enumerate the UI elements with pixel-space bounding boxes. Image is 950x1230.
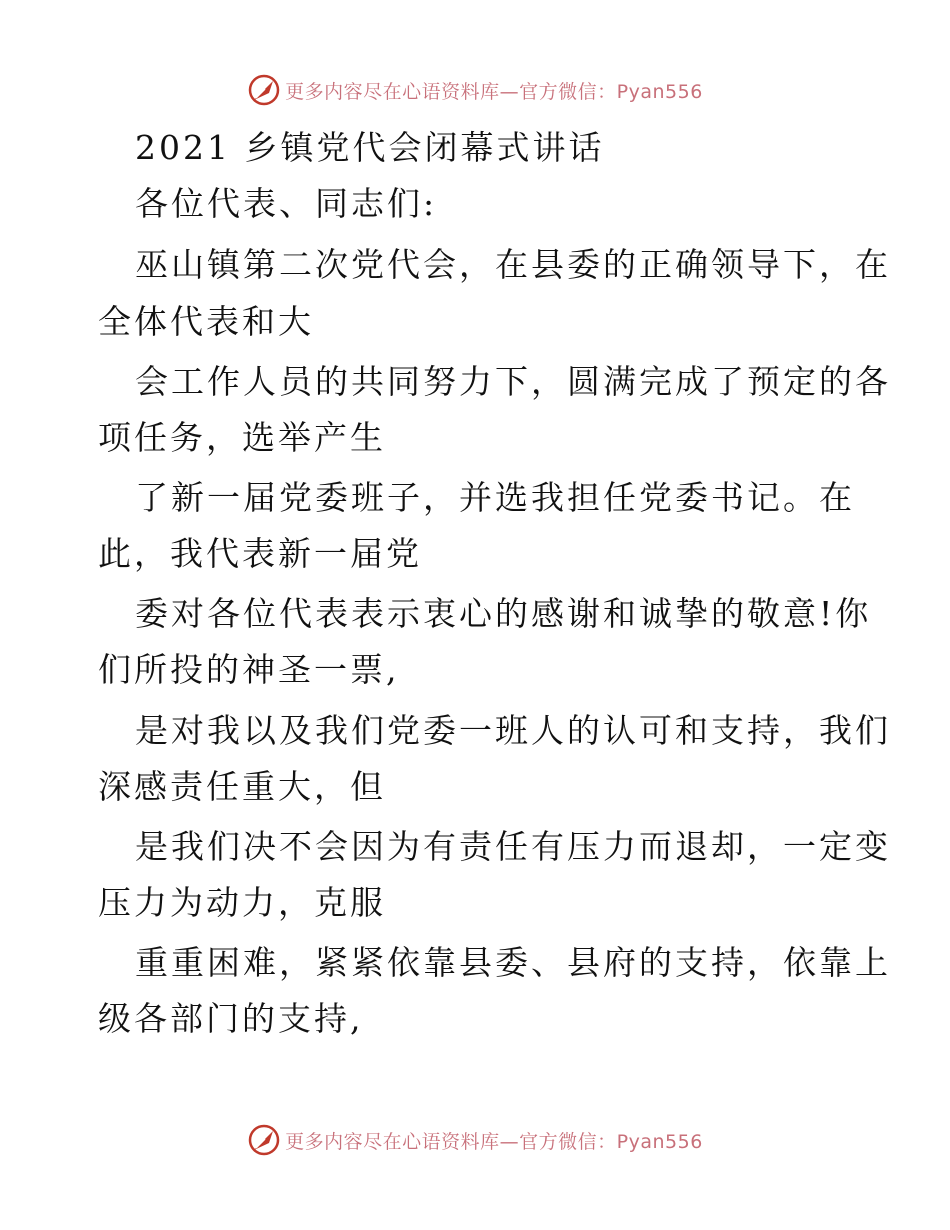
doc-line: 是我们决不会因为有责任有压力而退却，一定变 [135, 827, 891, 866]
doc-line: 会工作人员的共同努力下，圆满完成了预定的各 [135, 362, 891, 401]
footer-banner [0, 1120, 950, 1160]
header-banner [0, 70, 950, 110]
doc-line: 是对我以及我们党委一班人的认可和支持，我们 [135, 711, 891, 750]
quill-logo-icon [247, 1123, 281, 1157]
doc-line: 此，我代表新一届党 [98, 534, 422, 573]
quill-logo-icon [247, 73, 281, 107]
doc-line: 们所投的神圣一票, [98, 650, 400, 689]
doc-line: 巫山镇第二次党代会，在县委的正确领导下，在 [135, 245, 891, 284]
header-banner-text: 更多内容尽在心语资料库—官方微信：Pyan556 [285, 80, 703, 103]
doc-line: 了新一届党委班子，并选我担任党委书记。在 [135, 478, 855, 517]
document-title: 2021 乡镇党代会闭幕式讲话 [135, 128, 605, 167]
footer-banner-text: 更多内容尽在心语资料库—官方微信：Pyan556 [285, 1130, 703, 1153]
doc-line: 重重困难，紧紧依靠县委、县府的支持，依靠上 [135, 943, 891, 982]
doc-line: 委对各位代表表示衷心的感谢和诚挚的敬意!你 [135, 594, 872, 633]
doc-line: 深感责任重大，但 [98, 767, 386, 806]
doc-line: 项任务，选举产生 [98, 418, 386, 457]
doc-line: 全体代表和大 [98, 302, 314, 341]
doc-line: 各位代表、同志们: [135, 184, 438, 223]
doc-line: 级各部门的支持, [98, 999, 364, 1038]
doc-line: 压力为动力，克服 [98, 883, 386, 922]
